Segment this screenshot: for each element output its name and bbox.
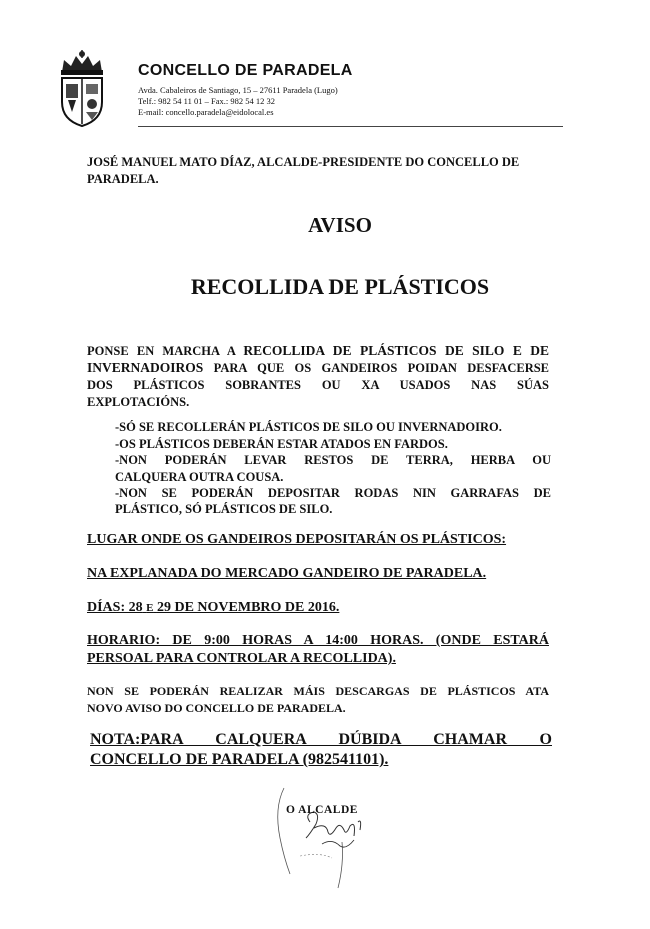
municipality-name: CONCELLO DE PARADELA — [138, 62, 353, 79]
intro-line-2-rest: PARA QUE OS GANDEIROS POIDAN DESFACERSE — [213, 361, 550, 375]
condition-4-line-1: -NON SE PODERÁN DEPOSITAR RODAS NIN GARRAFAS DE — [115, 486, 551, 500]
condition-4-line-2: PLÁSTICO, SÓ PLÁSTICOS DE SILO. — [115, 502, 333, 516]
notice-line-1: NON SE PODERÁN REALIZAR MÁIS DESCARGAS DE PLÁSTICOS ATA — [87, 684, 549, 698]
signature-label: O ALCALDE — [286, 804, 358, 816]
header-divider — [138, 126, 563, 127]
municipality-address: Avda. Cabaleiros de Santiago, 15 – 27611 Paradela (Lugo) — [138, 85, 338, 95]
municipality-email: E-mail: concello.paradela@eidolocal.es — [138, 107, 274, 117]
intro-line-4: EXPLOTACIÓNS. — [87, 395, 190, 409]
dates-conjunction: E — [146, 602, 154, 614]
schedule-line-2: PERSOAL PARA CONTROLAR A RECOLLIDA). — [87, 651, 396, 666]
condition-2: -OS PLÁSTICOS DEBERÁN ESTAR ATADOS EN FARDOS. — [115, 437, 448, 451]
nota-line-2: CONCELLO DE PARADELA (982541101). — [90, 751, 389, 768]
intro-line-1-highlight: RECOLLIDA DE PLÁSTICOS DE SILO E DE — [243, 343, 550, 358]
dates-end: 29 DE NOVEMBRO DE 2016. — [156, 600, 340, 615]
nota-line-1: NOTA:PARA CALQUERA DÚBIDA CHAMAR O — [90, 731, 552, 748]
notice-line-2: NOVO AVISO DO CONCELLO DE PARADELA. — [87, 701, 346, 715]
municipality-phone: Telf.: 982 54 11 01 – Fax.: 982 54 12 32 — [138, 96, 275, 106]
intro-line-3: DOS PLÁSTICOS SOBRANTES OU XA USADOS NAS SÚAS — [87, 378, 549, 392]
intro-line-1 — [87, 343, 549, 359]
location-label: LUGAR ONDE OS GANDEIROS DEPOSITARÁN OS PLÁSTICOS: — [87, 532, 507, 547]
notice-subject: RECOLLIDA DE PLÁSTICOS — [190, 274, 490, 299]
municipal-coat-of-arms-icon — [56, 50, 108, 128]
intro-line-2 — [87, 360, 549, 376]
dates-start: DÍAS: 28 — [87, 600, 143, 615]
issuer-line-2: PARADELA. — [87, 172, 159, 186]
signature-stamp — [270, 778, 380, 890]
notice-title: AVISO — [308, 213, 372, 237]
condition-1: -SÓ SE RECOLLERÁN PLÁSTICOS DE SILO OU INVERNADOIRO. — [115, 420, 502, 434]
condition-3-line-2: CALQUERA OUTRA COUSA. — [115, 470, 284, 484]
intro-line-2-highlight: INVERNADOIROS — [87, 360, 204, 375]
condition-3-line-1: -NON PODERÁN LEVAR RESTOS DE TERRA, HERBA OU — [115, 453, 551, 467]
issuer-line-1: JOSÉ MANUEL MATO DÍAZ, ALCALDE-PRESIDENTE DO CONCELLO DE — [87, 155, 520, 169]
schedule-line-1: HORARIO: DE 9:00 HORAS A 14:00 HORAS. (ONDE ESTARÁ — [87, 633, 549, 648]
intro-line-1-start: PONSE EN MARCHA A — [87, 344, 236, 358]
collection-dates — [87, 600, 339, 616]
location-text: NA EXPLANADA DO MERCADO GANDEIRO DE PARADELA. — [87, 566, 487, 581]
